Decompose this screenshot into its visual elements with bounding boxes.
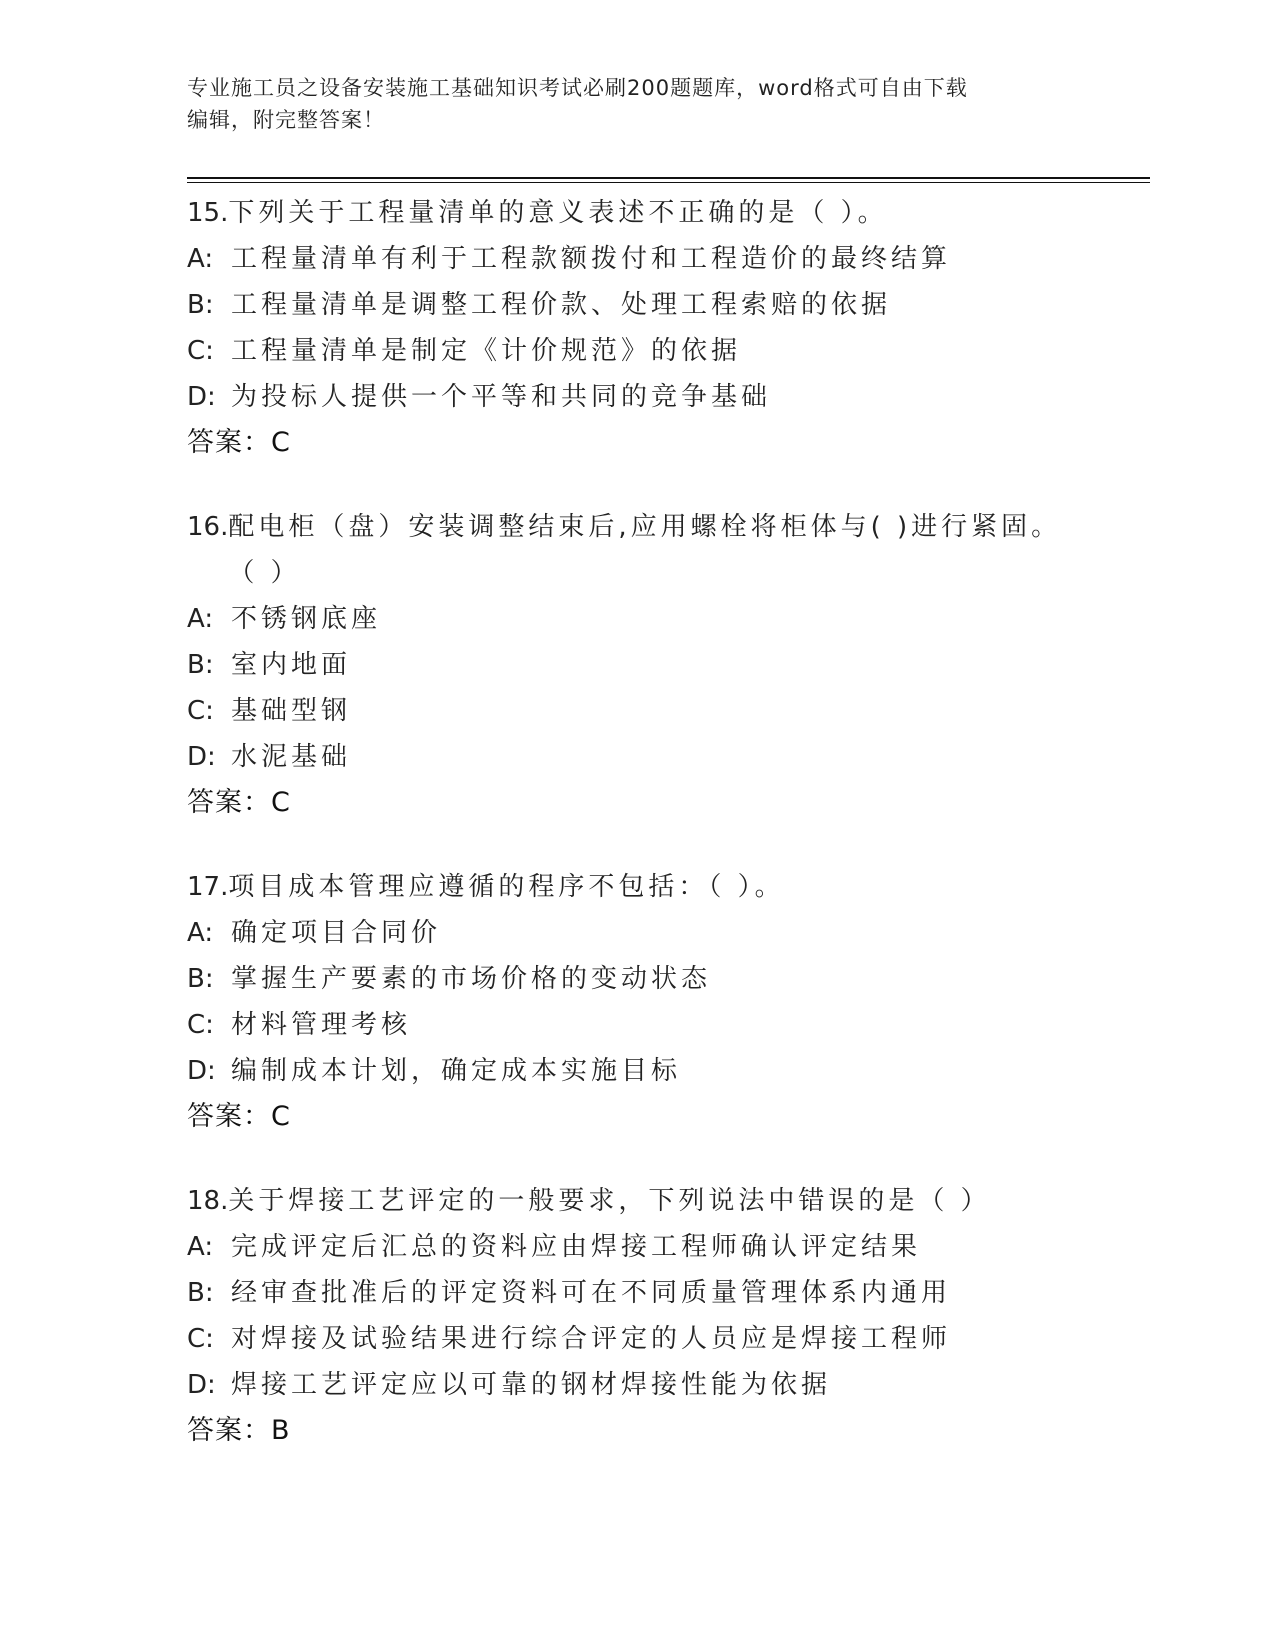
question-text: 项目成本管理应遵循的程序不包括：（ ）。 [228,872,785,902]
option-key: A: [187,244,214,274]
option-text: 完成评定后汇总的资料应由焊接工程师确认评定结果 [231,1232,922,1262]
header-title-line-2: 编辑，附完整答案！ [187,108,385,132]
option-text: 为投标人提供一个平等和共同的竞争基础 [231,382,772,412]
option-c [187,1316,1067,1362]
option-key: C: [187,696,214,726]
option-text: 不锈钢底座 [231,604,382,634]
option-text: 工程量清单有利于工程款额拨付和工程造价的最终结算 [231,244,952,274]
option-text: 经审查批准后的评定资料可在不同质量管理体系内通用 [231,1278,952,1308]
question-number: 15. [187,198,229,228]
question-list [187,190,1067,1492]
option-text: 确定项目合同价 [231,918,442,948]
question-number: 17. [187,872,229,902]
option-text: 基础型钢 [231,696,352,726]
question-stem [187,1178,1067,1224]
option-a [187,910,1067,956]
question-stem [187,864,1067,910]
option-text: 工程量清单是制定《计价规范》的依据 [231,336,742,366]
option-d [187,1362,1067,1408]
question-number: 18. [187,1186,229,1216]
option-key: A: [187,918,214,948]
header-divider-thin [187,182,1150,183]
option-key: B: [187,964,214,994]
option-text: 对焊接及试验结果进行综合评定的人员应是焊接工程师 [231,1324,952,1354]
answer-line: 答案：C [187,427,291,458]
option-b [187,642,1067,688]
option-text: 编制成本计划，确定成本实施目标 [231,1056,682,1086]
question-stem [187,190,1067,236]
question-text: 关于焊接工艺评定的一般要求，下列说法中错误的是（ ） [228,1186,991,1216]
option-text: 水泥基础 [231,742,352,772]
header-divider-thick [187,177,1150,179]
question-item [187,864,1067,1140]
question-number: 16. [187,512,229,542]
header-title-line-1: 专业施工员之设备安装施工基础知识考试必刷200题题库，word格式可自由下载 [187,76,968,100]
option-key: C: [187,336,214,366]
option-key: A: [187,604,214,634]
option-text: 焊接工艺评定应以可靠的钢材焊接性能为依据 [231,1370,832,1400]
option-b [187,956,1067,1002]
option-c [187,1002,1067,1048]
option-key: B: [187,650,214,680]
answer-line: 答案：B [187,1415,291,1446]
option-key: D: [187,1370,216,1400]
option-key: C: [187,1324,214,1354]
option-b [187,282,1067,328]
option-text: 掌握生产要素的市场价格的变动状态 [231,964,712,994]
document-header [187,72,1067,136]
option-key: A: [187,1232,214,1262]
option-a [187,596,1067,642]
question-text: 下列关于工程量清单的意义表述不正确的是（ ）。 [228,198,888,228]
option-key: C: [187,1010,214,1040]
question-text: 配电柜（盘）安装调整结束后,应用螺栓将柜体与( )进行紧固。（ ） [228,512,1062,588]
question-item [187,190,1067,466]
option-b [187,1270,1067,1316]
option-d [187,734,1067,780]
question-item [187,504,1067,826]
option-text: 材料管理考核 [231,1010,412,1040]
option-d [187,374,1067,420]
option-key: B: [187,1278,214,1308]
answer-line: 答案：C [187,787,291,818]
option-d [187,1048,1067,1094]
option-key: D: [187,382,216,412]
option-c [187,688,1067,734]
option-key: D: [187,742,216,772]
question-stem [187,504,1067,596]
answer-line: 答案：C [187,1101,291,1132]
option-key: B: [187,290,214,320]
option-c [187,328,1067,374]
option-text: 工程量清单是调整工程价款、处理工程索赔的依据 [231,290,892,320]
option-key: D: [187,1056,216,1086]
option-a [187,236,1067,282]
question-item [187,1178,1067,1454]
option-text: 室内地面 [231,650,352,680]
option-a [187,1224,1067,1270]
